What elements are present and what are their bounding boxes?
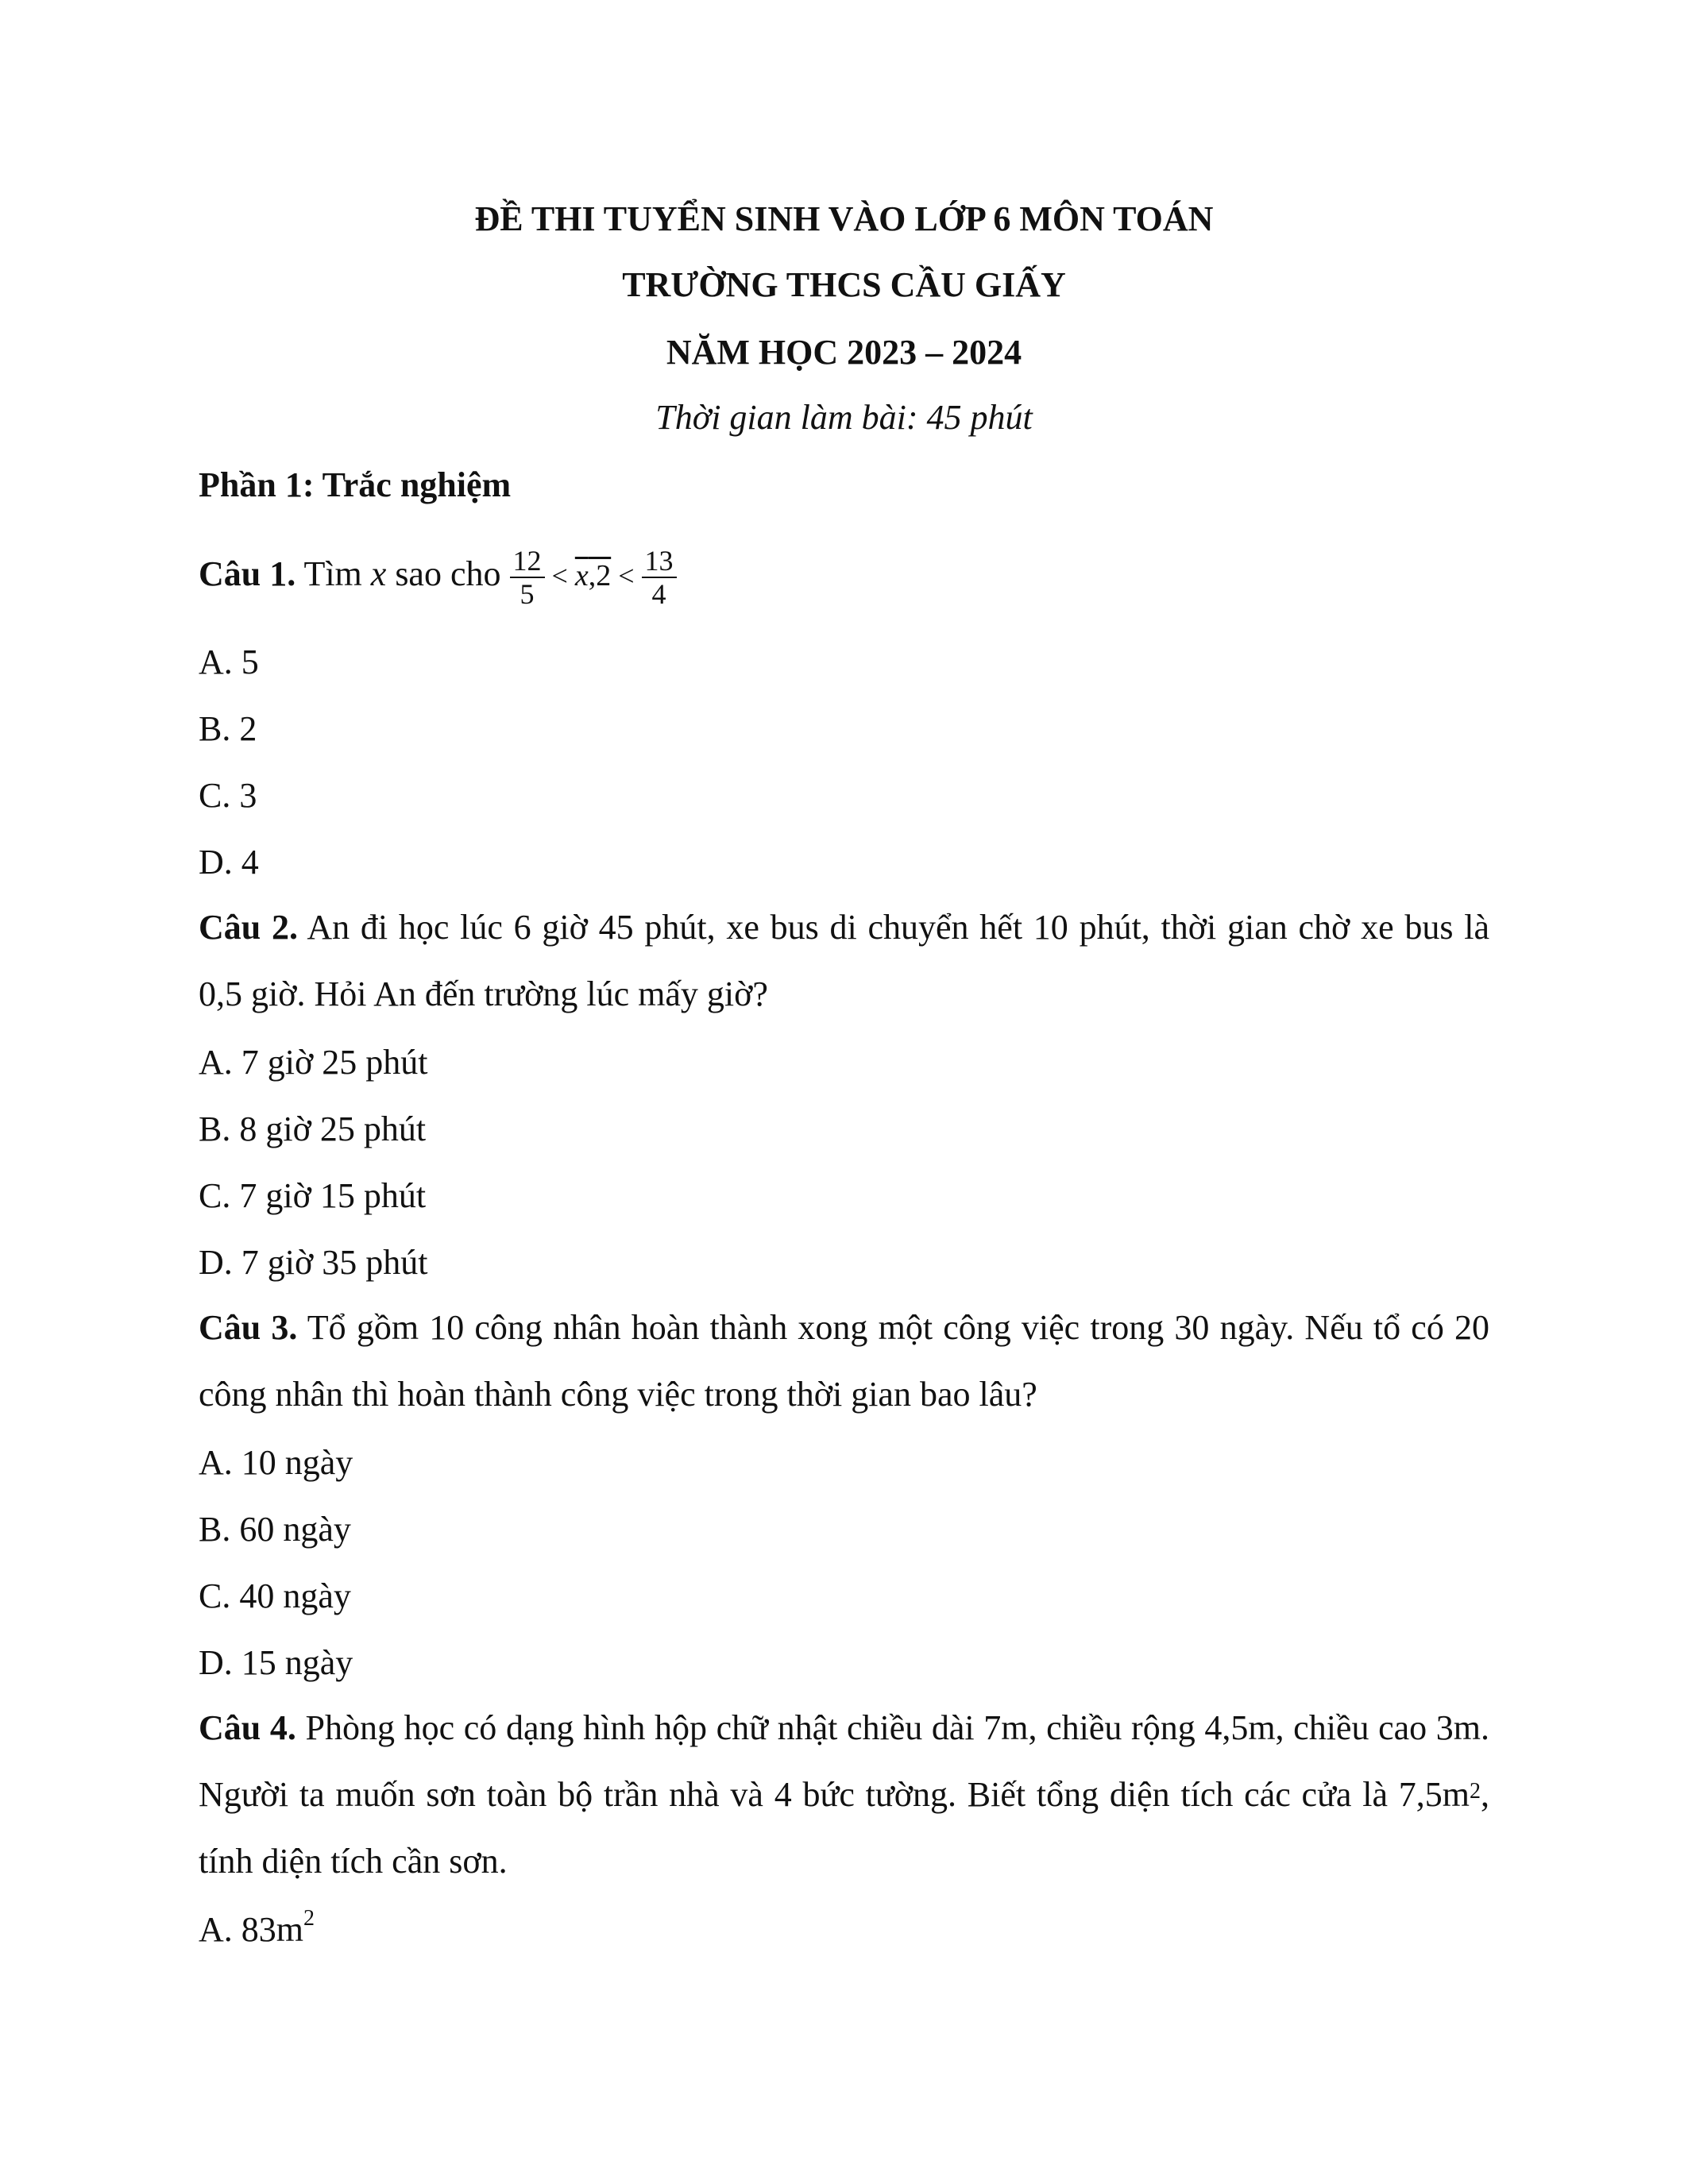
question-label: Câu 2.: [199, 908, 298, 947]
school-name: TRƯỜNG THCS CẦU GIẤY: [622, 265, 1066, 304]
option-d: D. 4: [199, 843, 259, 882]
question-label: Câu 3.: [199, 1308, 298, 1347]
option-d: D. 15 ngày: [199, 1643, 353, 1682]
option-c: C. 7 giờ 15 phút: [199, 1176, 427, 1215]
option-a: A. 5: [199, 642, 259, 681]
question-2: Câu 2. An đi học lúc 6 giờ 45 phút, xe bus di chuyển hết 10 phút, thời gian chờ xe bus là 0,5 giờ. Hỏi An đến trường lúc mấy giờ?: [199, 908, 1489, 1013]
option-a: A. 7 giờ 25 phút: [199, 1043, 428, 1082]
question-4: Câu 4. Phòng học có dạng hình hộp chữ nhật chiều dài 7m, chiều rộng 4,5m, chiều cao 3m. Người ta muốn sơn toàn bộ trần nhà và 4 bức tường. Biết tổng diện tích các cửa là $7,5m^2$, tính diện tích cần sơn.: [199, 1708, 1490, 1881]
question-1: Câu 1. Tìm x sao cho $\frac{12}{5}$ < x,2 < $\frac{13}{4}$: [199, 531, 677, 618]
school-year: NĂM HỌC 2023 – 2024: [666, 333, 1022, 372]
option-b: B. 8 giờ 25 phút: [199, 1109, 427, 1148]
fraction-12-5: $\frac{12}{5}$: [510, 545, 545, 610]
question-label: Câu 1.: [199, 554, 296, 593]
overline-number: x,2: [574, 559, 612, 592]
option-b: B. 60 ngày: [199, 1510, 351, 1549]
option-a: A. $83m^2$: [199, 1906, 315, 1949]
option-c: C. 3: [199, 776, 257, 815]
time-limit: Thời gian làm bài: 45 phút: [655, 398, 1033, 437]
section-heading: Phần 1: Trắc nghiệm: [199, 465, 512, 504]
option-a: A. 10 ngày: [199, 1443, 353, 1482]
question-label: Câu 4.: [199, 1708, 296, 1747]
option-d: D. 7 giờ 35 phút: [199, 1243, 428, 1282]
option-c: C. 40 ngày: [199, 1576, 351, 1615]
exam-title: ĐỀ THI TUYỂN SINH VÀO LỚP 6 MÔN TOÁN: [474, 199, 1214, 238]
option-b: B. 2: [199, 709, 257, 748]
fraction-13-4: $\frac{13}{4}$: [642, 545, 677, 610]
question-3: Câu 3. Tổ gồm 10 công nhân hoàn thành xong một công việc trong 30 ngày. Nếu tổ có 20 công nhân thì hoàn thành công việc trong thời gian bao lâu?: [199, 1308, 1489, 1414]
